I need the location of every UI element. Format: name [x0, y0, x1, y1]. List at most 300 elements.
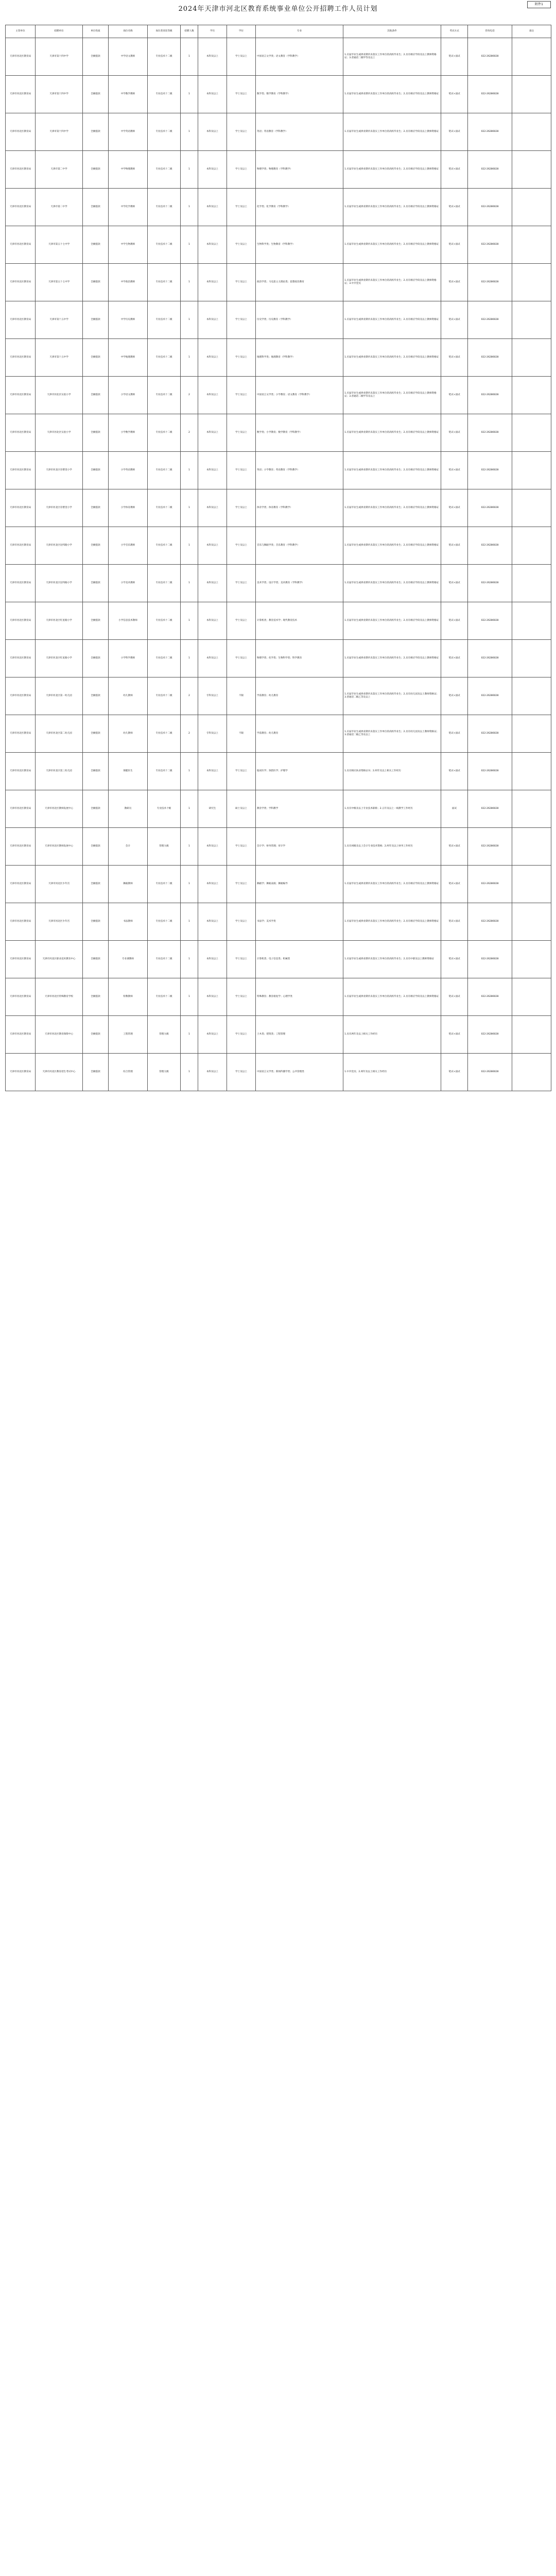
- condition-cell: 1.应届毕业生或择业期内未落实工作单位的高校毕业生；2.具有相应学段及以上教师资格证: [343, 226, 441, 264]
- type-cell: 全额拨款: [83, 1016, 109, 1054]
- table-row: [6, 527, 551, 565]
- exam-cell: 笔试+面试: [441, 76, 468, 113]
- degree-cell: 学士及以上: [227, 113, 256, 151]
- unit-cell: 天津市河北区教育招生考试中心: [36, 1054, 83, 1091]
- post-cell: 小学数学教师: [109, 414, 148, 452]
- remark-cell: [512, 790, 551, 828]
- exam-cell: 笔试+面试: [441, 565, 468, 602]
- table-row: [6, 866, 551, 903]
- type-cell: 全额拨款: [83, 527, 109, 565]
- condition-cell: 1.应届毕业生或择业期内未落实工作单位的高校毕业生；2.具有相应学段及以上教师资格证: [343, 151, 441, 189]
- edu-cell: 本科及以上: [198, 264, 227, 301]
- type-cell: 全额拨款: [83, 866, 109, 903]
- type-cell: 全额拨款: [83, 489, 109, 527]
- degree-cell: 学士及以上: [227, 414, 256, 452]
- dept-cell: 天津市河北区教育局: [6, 339, 36, 377]
- num-cell: 1: [181, 602, 198, 640]
- major-cell: 化学类；化学教育（学科教学）: [256, 189, 343, 226]
- table-row: [6, 264, 551, 301]
- degree-cell: 学士及以上: [227, 866, 256, 903]
- condition-cell: 1.应届毕业生或择业期内未落实工作单位的高校毕业生；2.具有相应学段及以上教师资格证: [343, 301, 441, 339]
- degree-cell: 学士及以上: [227, 339, 256, 377]
- tel-cell: 022-26286028: [468, 189, 512, 226]
- tel-cell: 022-26286028: [468, 452, 512, 489]
- degree-cell: 学士及以上: [227, 226, 256, 264]
- condition-cell: 1.应届毕业生或择业期内未落实工作单位的高校毕业生；2.具有幼儿园及以上教师资格证；3.普通话二级乙等及以上: [343, 715, 441, 753]
- exam-cell: 笔试+面试: [441, 226, 468, 264]
- num-cell: 1: [181, 1054, 198, 1091]
- type-cell: 全额拨款: [83, 76, 109, 113]
- tel-cell: 022-26286028: [468, 489, 512, 527]
- degree-cell: 学士及以上: [227, 489, 256, 527]
- table-row: [6, 565, 551, 602]
- table-row: [6, 828, 551, 866]
- table-row: [6, 151, 551, 189]
- dept-cell: 天津市河北区教育局: [6, 489, 36, 527]
- condition-cell: 1.应届毕业生或择业期内未落实工作单位的高校毕业生；2.具有相应学段及以上教师资格证；3.普通话二级甲等及以上: [343, 377, 441, 414]
- tel-cell: 022-26286028: [468, 301, 512, 339]
- col-header: 招聘人数: [181, 25, 198, 38]
- edu-cell: 本科及以上: [198, 978, 227, 1016]
- exam-cell: 笔试+面试: [441, 941, 468, 978]
- unit-cell: 天津市河北区昆纬路小学: [36, 527, 83, 565]
- major-cell: 历史学类；历史教育（学科教学）: [256, 301, 343, 339]
- annex-label: 附件1: [527, 1, 551, 8]
- col-header: 单位性质: [83, 25, 109, 38]
- degree-cell: 学士及以上: [227, 753, 256, 790]
- tel-cell: 022-26286028: [468, 76, 512, 113]
- exam-cell: 笔试+面试: [441, 1054, 468, 1091]
- condition-cell: 1.应届毕业生或择业期内未落实工作单位的高校毕业生；2.具有相应学段及以上教师资格证: [343, 113, 441, 151]
- major-cell: 临床医学；预防医学；护理学: [256, 753, 343, 790]
- dept-cell: 天津市河北区教育局: [6, 1016, 36, 1054]
- post-cell: 小学信息技术教师: [109, 602, 148, 640]
- condition-cell: 1.应届毕业生或择业期内未落实工作单位的高校毕业生；2.具有相应学段及以上教师资格证: [343, 489, 441, 527]
- remark-cell: [512, 264, 551, 301]
- table-row: [6, 377, 551, 414]
- type-cell: 全额拨款: [83, 677, 109, 715]
- tel-cell: 022-26286028: [468, 38, 512, 76]
- unit-cell: 天津市河北区少年宫: [36, 903, 83, 941]
- degree-cell: 学士及以上: [227, 1016, 256, 1054]
- unit-cell: 天津市第十四中学: [36, 38, 83, 76]
- edu-cell: 研究生: [198, 790, 227, 828]
- col-header: 岗位类别及等级: [148, 25, 181, 38]
- grade-cell: 专业技术十二级: [148, 753, 181, 790]
- unit-cell: 天津市河北区第二幼儿园: [36, 715, 83, 753]
- edu-cell: 本科及以上: [198, 565, 227, 602]
- num-cell: 2: [181, 377, 198, 414]
- exam-cell: 面试: [441, 790, 468, 828]
- edu-cell: 本科及以上: [198, 527, 227, 565]
- remark-cell: [512, 866, 551, 903]
- degree-cell: 学士及以上: [227, 640, 256, 677]
- type-cell: 全额拨款: [83, 264, 109, 301]
- condition-cell: 1.应届毕业生或择业期内未落实工作单位的高校毕业生；2.具有相应学段及以上教师资格证；3.中共党员: [343, 264, 441, 301]
- condition-cell: 1.应届毕业生或择业期内未落实工作单位的高校毕业生；2.具有中职及以上教师资格证: [343, 941, 441, 978]
- num-cell: 1: [181, 76, 198, 113]
- remark-cell: [512, 113, 551, 151]
- tel-cell: 022-26286028: [468, 941, 512, 978]
- exam-cell: 笔试+面试: [441, 38, 468, 76]
- grade-cell: 专业技术十二级: [148, 151, 181, 189]
- tel-cell: 022-26286028: [468, 828, 512, 866]
- num-cell: 1: [181, 828, 198, 866]
- tel-cell: 022-26286028: [468, 903, 512, 941]
- exam-cell: 笔试+面试: [441, 339, 468, 377]
- table-row: [6, 301, 551, 339]
- type-cell: 全额拨款: [83, 715, 109, 753]
- major-cell: 教育学类；学科教学: [256, 790, 343, 828]
- post-cell: 中学语文教师: [109, 38, 148, 76]
- dept-cell: 天津市河北区教育局: [6, 76, 36, 113]
- degree-cell: 学士及以上: [227, 903, 256, 941]
- col-header: 备注: [512, 25, 551, 38]
- type-cell: 全额拨款: [83, 301, 109, 339]
- exam-cell: 笔试+面试: [441, 640, 468, 677]
- degree-cell: 学士及以上: [227, 828, 256, 866]
- grade-cell: 专业技术十二级: [148, 978, 181, 1016]
- post-cell: 综合管理: [109, 1054, 148, 1091]
- post-cell: 书法教师: [109, 903, 148, 941]
- major-cell: 计算机类；电子信息类；机械类: [256, 941, 343, 978]
- major-cell: 土木类；建筑类；工程管理: [256, 1016, 343, 1054]
- exam-cell: 笔试+面试: [441, 151, 468, 189]
- post-cell: 中学化学教师: [109, 189, 148, 226]
- exam-cell: 笔试+面试: [441, 978, 468, 1016]
- edu-cell: 本科及以上: [198, 76, 227, 113]
- dept-cell: 天津市河北区教育局: [6, 903, 36, 941]
- dept-cell: 天津市河北区教育局: [6, 828, 36, 866]
- table-row: [6, 790, 551, 828]
- num-cell: 1: [181, 452, 198, 489]
- type-cell: 全额拨款: [83, 377, 109, 414]
- col-header: 主管单位: [6, 25, 36, 38]
- grade-cell: 专业技术十二级: [148, 527, 181, 565]
- table-row: [6, 226, 551, 264]
- tel-cell: 022-26286028: [468, 978, 512, 1016]
- major-cell: 中国语言文学类；语文教育（学科教学）: [256, 38, 343, 76]
- edu-cell: 本科及以上: [198, 489, 227, 527]
- post-cell: 中学数学教师: [109, 76, 148, 113]
- tel-cell: 022-26286028: [468, 640, 512, 677]
- tel-cell: 022-26286028: [468, 264, 512, 301]
- degree-cell: 学士及以上: [227, 38, 256, 76]
- table-row: [6, 753, 551, 790]
- unit-cell: 天津市河北区职业技术教育中心: [36, 941, 83, 978]
- table-row: [6, 38, 551, 76]
- col-header: 咨询电话: [468, 25, 512, 38]
- table-row: [6, 189, 551, 226]
- exam-cell: 笔试+面试: [441, 715, 468, 753]
- dept-cell: 天津市河北区教育局: [6, 189, 36, 226]
- table-row: [6, 640, 551, 677]
- unit-cell: 天津市第二中学: [36, 189, 83, 226]
- degree-cell: 学士及以上: [227, 76, 256, 113]
- remark-cell: [512, 640, 551, 677]
- major-cell: 中国语言文学类；新闻传播学类；公共管理类: [256, 1054, 343, 1091]
- remark-cell: [512, 978, 551, 1016]
- condition-cell: 1.应届毕业生或择业期内未落实工作单位的高校毕业生；2.具有相应学段及以上教师资格证: [343, 189, 441, 226]
- type-cell: 全额拨款: [83, 189, 109, 226]
- grade-cell: 专业技术十二级: [148, 339, 181, 377]
- post-cell: 中学英语教师: [109, 113, 148, 151]
- degree-cell: 学士及以上: [227, 565, 256, 602]
- post-cell: 幼儿教师: [109, 677, 148, 715]
- num-cell: 1: [181, 38, 198, 76]
- type-cell: 全额拨款: [83, 828, 109, 866]
- col-header: 招聘单位: [36, 25, 83, 38]
- unit-cell: 天津市河北区育婴里小学: [36, 452, 83, 489]
- degree-cell: 学士及以上: [227, 527, 256, 565]
- dept-cell: 天津市河北区教育局: [6, 866, 36, 903]
- type-cell: 全额拨款: [83, 640, 109, 677]
- grade-cell: 专业技术十二级: [148, 414, 181, 452]
- unit-cell: 天津市河北区教师发展中心: [36, 828, 83, 866]
- tel-cell: 022-26286028: [468, 753, 512, 790]
- degree-cell: 学士及以上: [227, 941, 256, 978]
- condition-cell: 1.具有两年及以上相关工作经历: [343, 1016, 441, 1054]
- major-cell: 书法学；美术学类: [256, 903, 343, 941]
- post-cell: 教研员: [109, 790, 148, 828]
- tel-cell: 022-26286028: [468, 226, 512, 264]
- remark-cell: [512, 828, 551, 866]
- type-cell: 全额拨款: [83, 753, 109, 790]
- grade-cell: 专业技术十二级: [148, 941, 181, 978]
- condition-cell: 1.应届毕业生或择业期内未落实工作单位的高校毕业生；2.具有相应学段及以上教师资格证: [343, 527, 441, 565]
- type-cell: 全额拨款: [83, 38, 109, 76]
- edu-cell: 本科及以上: [198, 452, 227, 489]
- edu-cell: 本科及以上: [198, 640, 227, 677]
- condition-cell: 1.应届毕业生或择业期内未落实工作单位的高校毕业生；2.具有相应学段及以上教师资格证: [343, 452, 441, 489]
- table-row: [6, 1016, 551, 1054]
- major-cell: 数学类；数学教育（学科教学）: [256, 76, 343, 113]
- exam-cell: 笔试+面试: [441, 489, 468, 527]
- dept-cell: 天津市河北区教育局: [6, 301, 36, 339]
- degree-cell: 学士及以上: [227, 189, 256, 226]
- exam-cell: 笔试+面试: [441, 414, 468, 452]
- edu-cell: 本科及以上: [198, 377, 227, 414]
- edu-cell: 本科及以上: [198, 414, 227, 452]
- table-row: [6, 941, 551, 978]
- post-cell: 小学音乐教师: [109, 527, 148, 565]
- num-cell: 1: [181, 339, 198, 377]
- tel-cell: 022-26286028: [468, 790, 512, 828]
- grade-cell: 专业技术十二级: [148, 866, 181, 903]
- unit-cell: 天津市第十四中学: [36, 113, 83, 151]
- post-cell: 会计: [109, 828, 148, 866]
- dept-cell: 天津市河北区教育局: [6, 377, 36, 414]
- major-cell: 物理学类；物理教育（学科教学）: [256, 151, 343, 189]
- num-cell: 1: [181, 753, 198, 790]
- post-cell: 中学物理教师: [109, 151, 148, 189]
- page-title: 2024年天津市河北区教育系统事业单位公开招聘工作人员计划: [178, 5, 378, 13]
- grade-cell: 专业技术十二级: [148, 903, 181, 941]
- col-header: 其他条件: [343, 25, 441, 38]
- exam-cell: 笔试+面试: [441, 602, 468, 640]
- recruitment-table: [5, 25, 551, 1091]
- exam-cell: 笔试+面试: [441, 113, 468, 151]
- major-cell: 地理科学类；地理教育（学科教学）: [256, 339, 343, 377]
- unit-cell: 天津市河北区第三幼儿园: [36, 753, 83, 790]
- unit-cell: 天津市第十五中学: [36, 339, 83, 377]
- unit-cell: 天津市第二中学: [36, 151, 83, 189]
- table-row: [6, 339, 551, 377]
- post-cell: 中学地理教师: [109, 339, 148, 377]
- major-cell: 英语；小学教育；英语教育（学科教学）: [256, 452, 343, 489]
- condition-cell: 1.应届毕业生或择业期内未落实工作单位的高校毕业生；2.具有相应学段及以上教师资格证: [343, 565, 441, 602]
- post-cell: 中学历史教师: [109, 301, 148, 339]
- unit-cell: 天津市河北区实验小学: [36, 377, 83, 414]
- remark-cell: [512, 151, 551, 189]
- edu-cell: 本科及以上: [198, 301, 227, 339]
- dept-cell: 天津市河北区教育局: [6, 790, 36, 828]
- dept-cell: 天津市河北区教育局: [6, 565, 36, 602]
- table-row: [6, 677, 551, 715]
- tel-cell: 022-26286028: [468, 866, 512, 903]
- dept-cell: 天津市河北区教育局: [6, 264, 36, 301]
- num-cell: 1: [181, 941, 198, 978]
- unit-cell: 天津市第十四中学: [36, 76, 83, 113]
- condition-cell: 1.应届毕业生或择业期内未落实工作单位的高校毕业生；2.具有相应学段及以上教师资格证: [343, 640, 441, 677]
- condition-cell: 1.应届毕业生或择业期内未落实工作单位的高校毕业生；2.具有相应学段及以上教师资格证；3.普通话二级甲等及以上: [343, 38, 441, 76]
- major-cell: 美术学类；设计学类；美术教育（学科教学）: [256, 565, 343, 602]
- tel-cell: 022-26286028: [468, 602, 512, 640]
- grade-cell: 专业技术十二级: [148, 76, 181, 113]
- num-cell: 1: [181, 640, 198, 677]
- condition-cell: 1.中共党员；2.两年及以上相关工作经历: [343, 1054, 441, 1091]
- tel-cell: 022-26286028: [468, 1016, 512, 1054]
- edu-cell: 本科及以上: [198, 828, 227, 866]
- condition-cell: 1.应届毕业生或择业期内未落实工作单位的高校毕业生；2.具有相应学段及以上教师资格证: [343, 339, 441, 377]
- num-cell: 1: [181, 151, 198, 189]
- post-cell: 小学科学教师: [109, 640, 148, 677]
- col-header: 岗位名称: [109, 25, 148, 38]
- grade-cell: 专业技术十二级: [148, 677, 181, 715]
- table-body: [6, 38, 551, 1091]
- num-cell: 2: [181, 677, 198, 715]
- condition-cell: 1.应届毕业生或择业期内未落实工作单位的高校毕业生；2.具有相应学段及以上教师资格证: [343, 978, 441, 1016]
- grade-cell: 专业技术十二级: [148, 301, 181, 339]
- type-cell: 全额拨款: [83, 790, 109, 828]
- remark-cell: [512, 1016, 551, 1054]
- col-header: 考试方式: [441, 25, 468, 38]
- remark-cell: [512, 339, 551, 377]
- grade-cell: 专业技术十二级: [148, 489, 181, 527]
- type-cell: 全额拨款: [83, 151, 109, 189]
- grade-cell: 专业技术十二级: [148, 264, 181, 301]
- edu-cell: 本科及以上: [198, 903, 227, 941]
- remark-cell: [512, 565, 551, 602]
- num-cell: 1: [181, 565, 198, 602]
- post-cell: 中学生物教师: [109, 226, 148, 264]
- col-header: 学历: [198, 25, 227, 38]
- edu-cell: 本科及以上: [198, 38, 227, 76]
- remark-cell: [512, 602, 551, 640]
- remark-cell: [512, 489, 551, 527]
- edu-cell: 本科及以上: [198, 226, 227, 264]
- degree-cell: 学士及以上: [227, 602, 256, 640]
- major-cell: 生物科学类；生物教育（学科教学）: [256, 226, 343, 264]
- major-cell: 中国语言文学类；小学教育；语文教育（学科教学）: [256, 377, 343, 414]
- unit-cell: 天津市河北区教育保障中心: [36, 1016, 83, 1054]
- condition-cell: 1.应届毕业生或择业期内未落实工作单位的高校毕业生；2.具有相应学段及以上教师资格证: [343, 414, 441, 452]
- post-cell: 幼儿教师: [109, 715, 148, 753]
- degree-cell: 学士及以上: [227, 1054, 256, 1091]
- edu-cell: 本科及以上: [198, 189, 227, 226]
- degree-cell: 学士及以上: [227, 301, 256, 339]
- table-row: [6, 715, 551, 753]
- tel-cell: 022-26286028: [468, 715, 512, 753]
- tel-cell: 022-26286028: [468, 339, 512, 377]
- table-row: [6, 113, 551, 151]
- remark-cell: [512, 414, 551, 452]
- tel-cell: 022-26286028: [468, 565, 512, 602]
- unit-cell: 天津市河北区红星路小学: [36, 602, 83, 640]
- unit-cell: 天津市第十五中学: [36, 301, 83, 339]
- num-cell: 1: [181, 113, 198, 151]
- exam-cell: 笔试+面试: [441, 828, 468, 866]
- tel-cell: 022-26286028: [468, 377, 512, 414]
- condition-cell: 1.应届毕业生或择业期内未落实工作单位的高校毕业生；2.具有相应学段及以上教师资格证: [343, 866, 441, 903]
- grade-cell: 专业技术十二级: [148, 113, 181, 151]
- unit-cell: 天津市河北区育婴里小学: [36, 489, 83, 527]
- remark-cell: [512, 1054, 551, 1091]
- dept-cell: 天津市河北区教育局: [6, 113, 36, 151]
- remark-cell: [512, 715, 551, 753]
- remark-cell: [512, 452, 551, 489]
- major-cell: 物理学类；化学类；生物科学类；科学教育: [256, 640, 343, 677]
- edu-cell: 专科及以上: [198, 715, 227, 753]
- unit-cell: 天津市河北区特殊教育学校: [36, 978, 83, 1016]
- dept-cell: 天津市河北区教育局: [6, 38, 36, 76]
- grade-cell: 管理九级: [148, 828, 181, 866]
- col-header: 专业: [256, 25, 343, 38]
- dept-cell: 天津市河北区教育局: [6, 753, 36, 790]
- post-cell: 工程管理: [109, 1016, 148, 1054]
- major-cell: 会计学；财务管理；审计学: [256, 828, 343, 866]
- dept-cell: 天津市河北区教育局: [6, 452, 36, 489]
- table-row: [6, 489, 551, 527]
- dept-cell: 天津市河北区教育局: [6, 527, 36, 565]
- grade-cell: 专业技术十二级: [148, 565, 181, 602]
- grade-cell: 专业技术十二级: [148, 226, 181, 264]
- unit-cell: 天津市河北区昆纬路小学: [36, 565, 83, 602]
- num-cell: 1: [181, 903, 198, 941]
- exam-cell: 笔试+面试: [441, 189, 468, 226]
- dept-cell: 天津市河北区教育局: [6, 715, 36, 753]
- type-cell: 全额拨款: [83, 941, 109, 978]
- exam-cell: 笔试+面试: [441, 903, 468, 941]
- major-cell: 政治学类；马克思主义理论类；思想政治教育: [256, 264, 343, 301]
- table-row: [6, 452, 551, 489]
- page: [5, 0, 551, 1091]
- major-cell: 计算机类；教育技术学；现代教育技术: [256, 602, 343, 640]
- remark-cell: [512, 76, 551, 113]
- condition-cell: 1.具有初级及以上会计专业技术资格；2.两年及以上财务工作经历: [343, 828, 441, 866]
- exam-cell: 笔试+面试: [441, 866, 468, 903]
- condition-cell: 1.应届毕业生或择业期内未落实工作单位的高校毕业生；2.具有相应学段及以上教师资格证: [343, 903, 441, 941]
- post-cell: 小学体育教师: [109, 489, 148, 527]
- col-header: 学位: [227, 25, 256, 38]
- edu-cell: 本科及以上: [198, 113, 227, 151]
- grade-cell: 管理九级: [148, 1016, 181, 1054]
- grade-cell: 专业技术十二级: [148, 377, 181, 414]
- dept-cell: 天津市河北区教育局: [6, 1054, 36, 1091]
- degree-cell: 不限: [227, 715, 256, 753]
- edu-cell: 专科及以上: [198, 677, 227, 715]
- remark-cell: [512, 38, 551, 76]
